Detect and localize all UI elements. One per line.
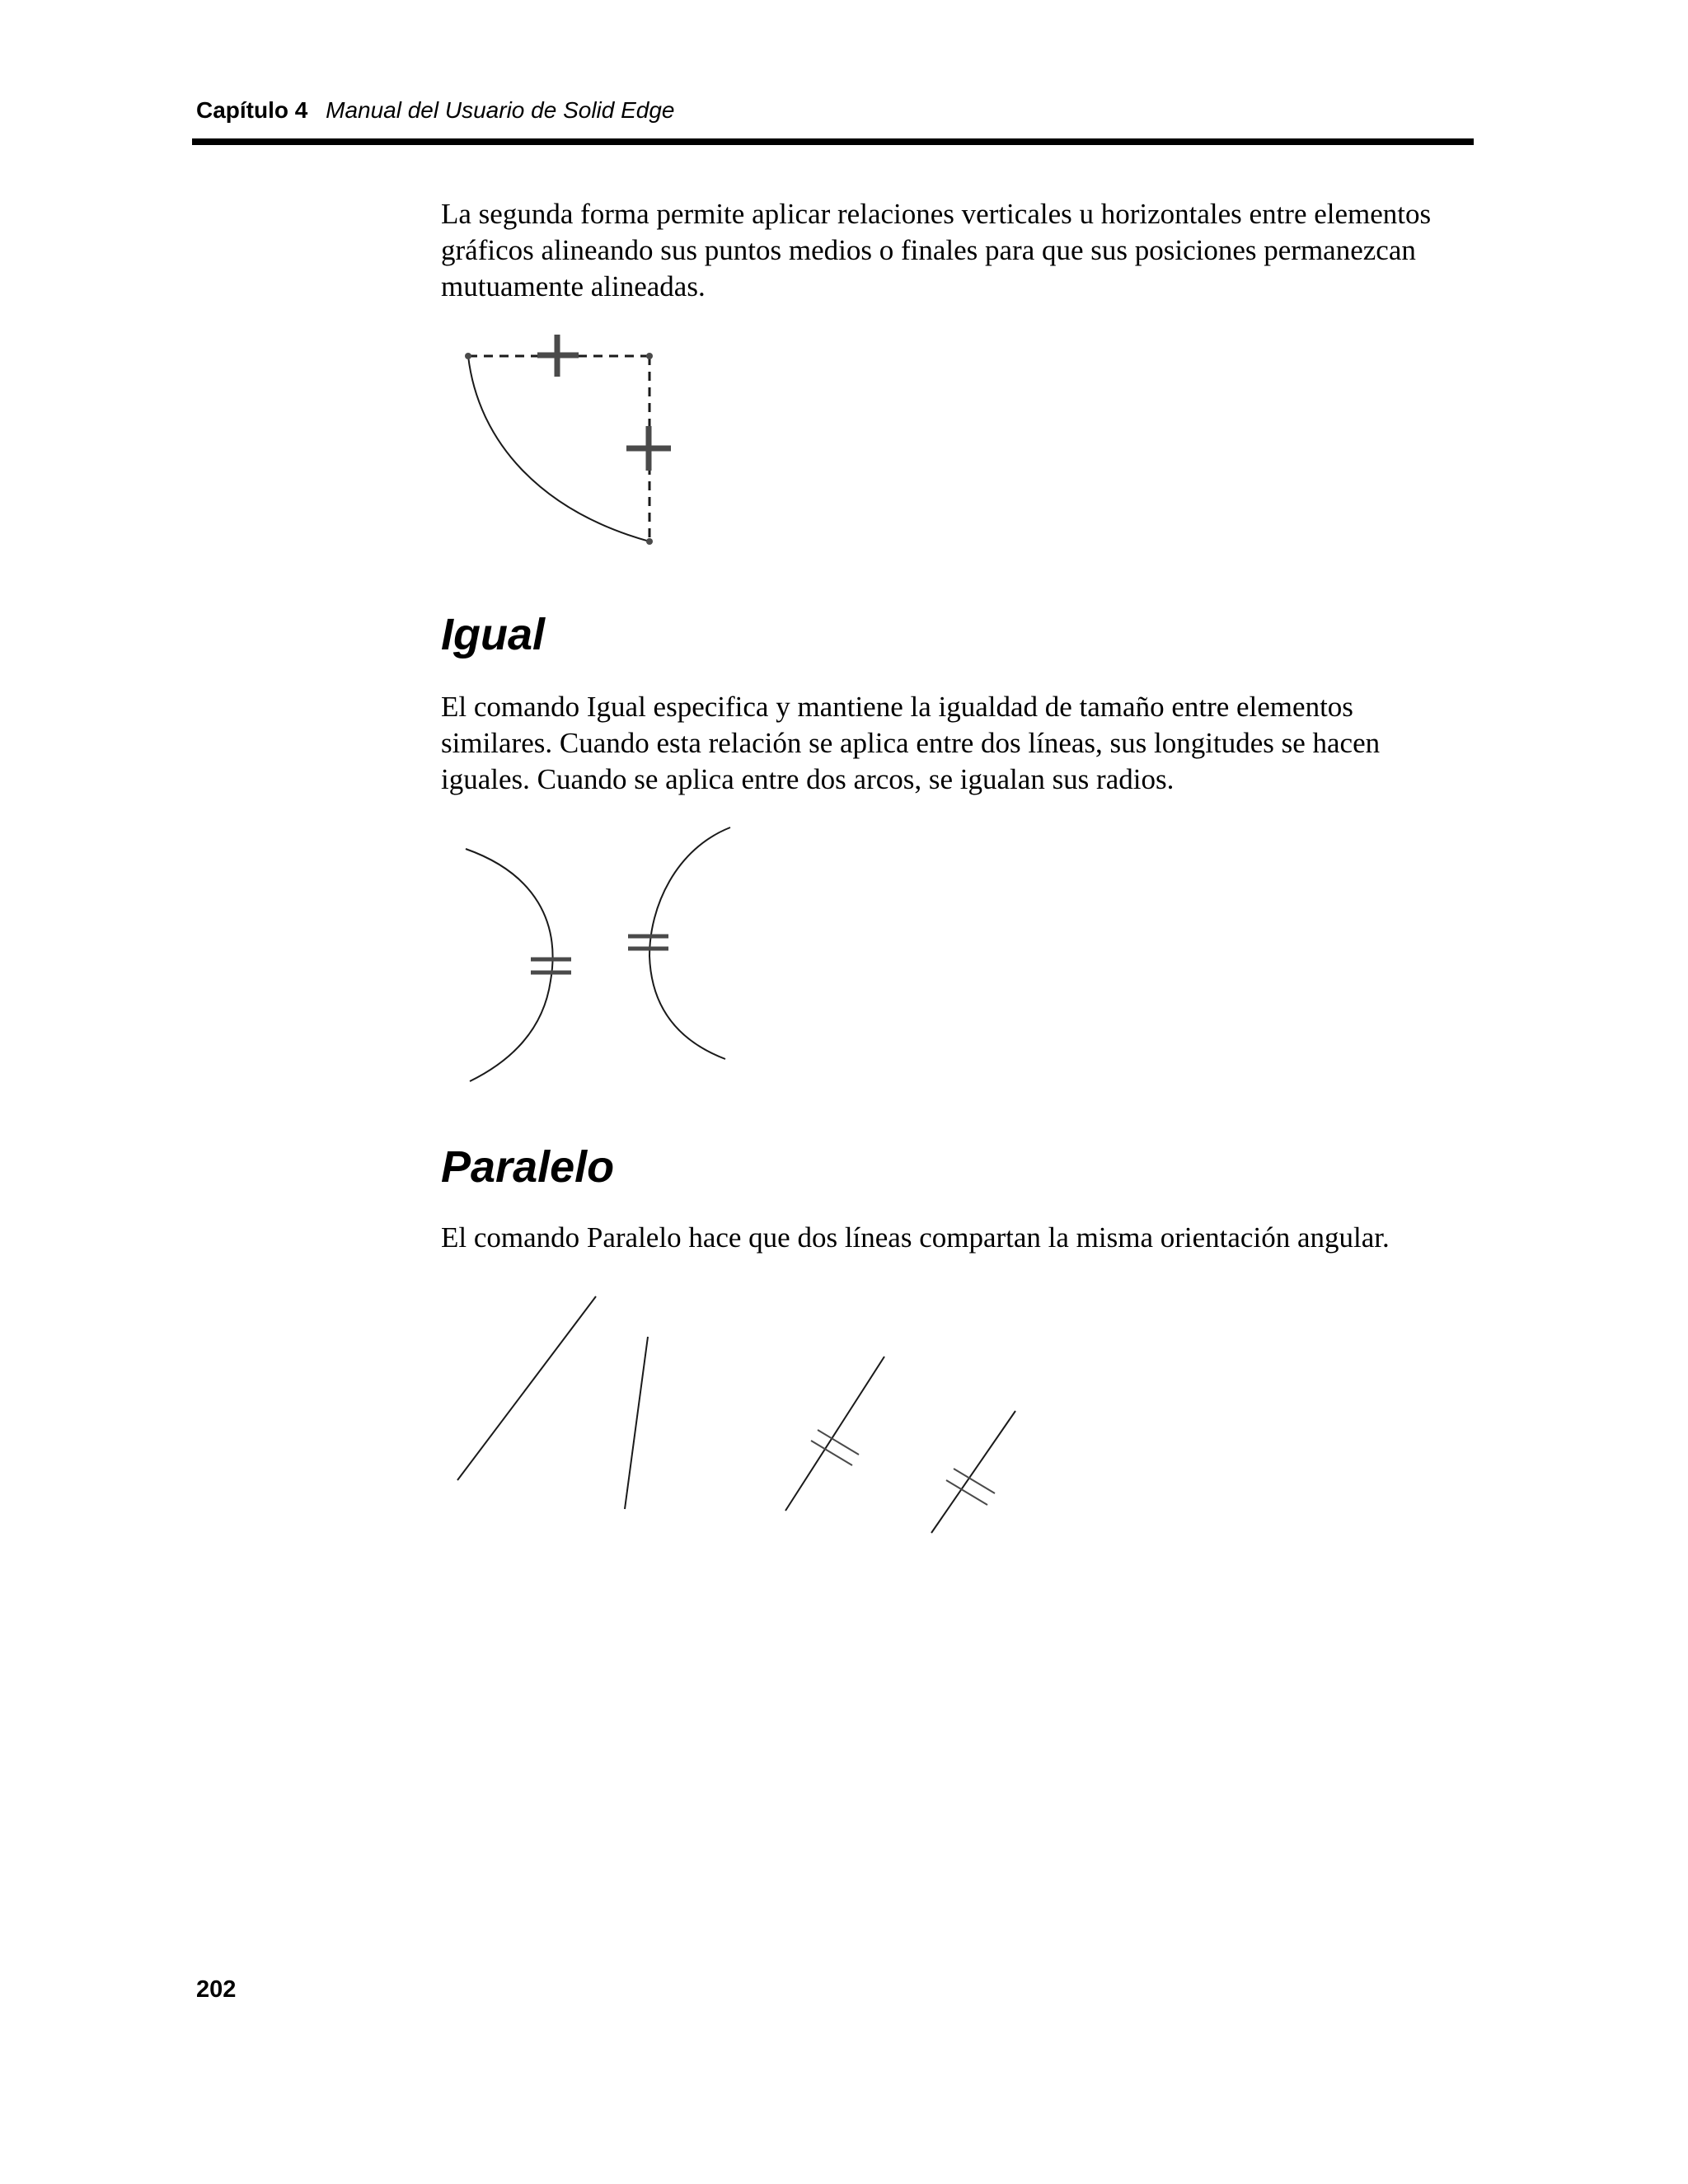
header-rule bbox=[192, 138, 1474, 145]
igual-paragraph: El comando Igual especifica y mantiene la igualdad de tamaño entre elementos similares. Cuando esta relación se aplica entre dos líneas, sus longitudes se hacen iguales. Cuando se aplica entre dos arcos, se igualan sus radios. bbox=[441, 691, 1381, 795]
line-after-b bbox=[931, 1411, 1015, 1533]
endpoint-dot bbox=[465, 353, 471, 359]
chapter-label: Capítulo 4 bbox=[196, 97, 308, 123]
alignment-figure bbox=[462, 334, 684, 552]
line-before-a bbox=[457, 1296, 596, 1480]
equal-arcs-figure bbox=[462, 824, 742, 1096]
intro-paragraph: La segunda forma permite aplicar relaciones verticales u horizontales entre elementos gráficos alineando sus puntos medios o finales para que sus posiciones permanezcan mutuamente alineadas. bbox=[441, 198, 1432, 302]
endpoint-dot bbox=[646, 353, 653, 359]
quarter-arc bbox=[468, 356, 649, 541]
vertical-relation-icon bbox=[626, 426, 671, 471]
endpoint-dot bbox=[646, 538, 653, 545]
book-title: Manual del Usuario de Solid Edge bbox=[326, 97, 675, 123]
page-number: 202 bbox=[196, 1976, 237, 2003]
paralelo-heading: Paralelo bbox=[441, 1142, 615, 1192]
line-before-b bbox=[625, 1337, 648, 1509]
running-header bbox=[196, 97, 675, 124]
parallel-lines-figure bbox=[445, 1286, 1039, 1541]
right-arc bbox=[649, 827, 730, 1059]
paralelo-paragraph: El comando Paralelo hace que dos líneas compartan la misma orientación angular. bbox=[441, 1221, 1390, 1254]
igual-heading: Igual bbox=[441, 610, 546, 659]
horizontal-relation-icon bbox=[537, 335, 579, 377]
line-after-a bbox=[785, 1357, 884, 1511]
left-arc bbox=[466, 849, 553, 1081]
equal-icon bbox=[531, 959, 571, 972]
equal-icon bbox=[628, 936, 668, 949]
